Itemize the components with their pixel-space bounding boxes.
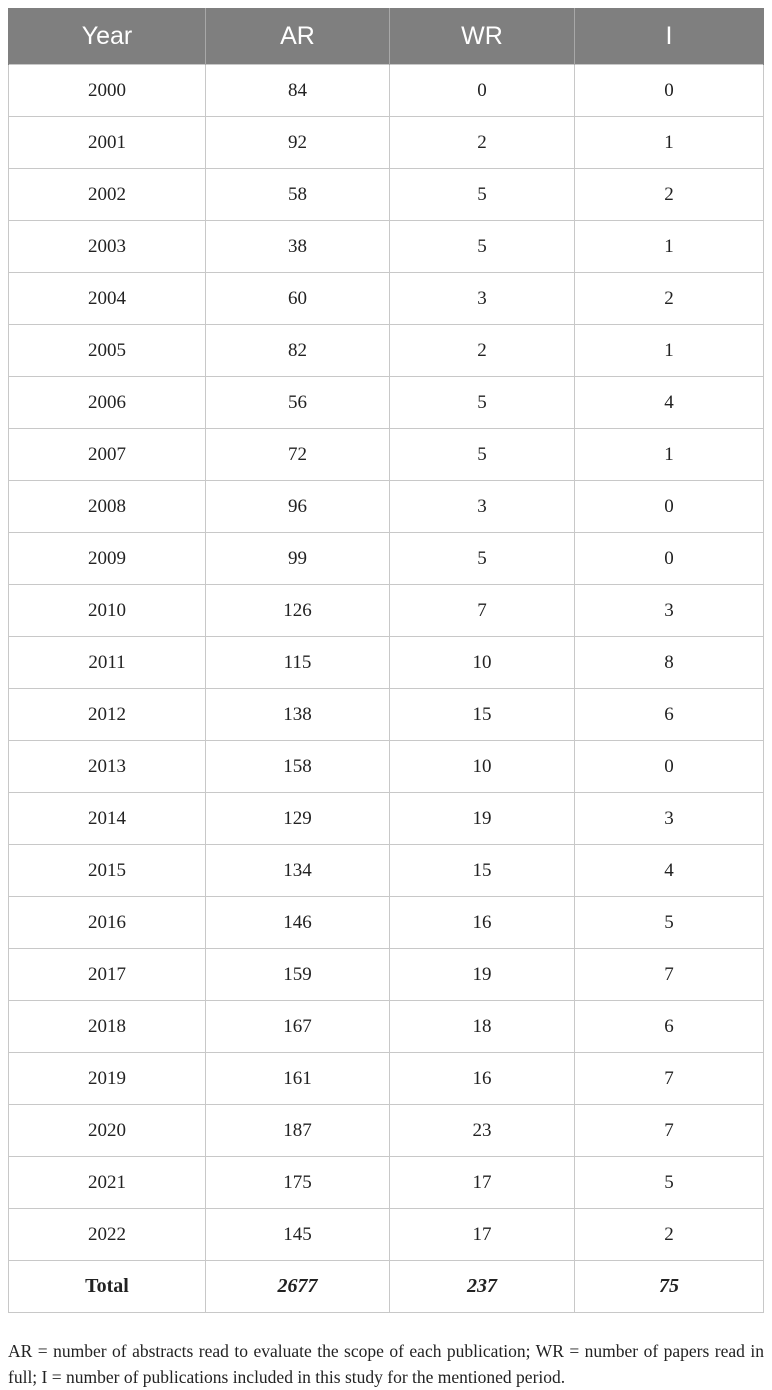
cell-i: 4 <box>575 377 764 429</box>
cell-year: 2018 <box>9 1001 206 1053</box>
table-row <box>9 741 764 793</box>
table-row <box>9 689 764 741</box>
cell-ar: 145 <box>206 1209 390 1261</box>
cell-ar: 84 <box>206 65 390 117</box>
cell-year: 2011 <box>9 637 206 689</box>
cell-ar: 38 <box>206 221 390 273</box>
cell-ar: 138 <box>206 689 390 741</box>
cell-wr: 10 <box>390 637 575 689</box>
table-row <box>9 1001 764 1053</box>
header-wr: WR <box>390 8 575 65</box>
total-row <box>9 1261 764 1313</box>
cell-year: 2015 <box>9 845 206 897</box>
cell-wr: 5 <box>390 169 575 221</box>
cell-wr: 2 <box>390 325 575 377</box>
cell-wr: 5 <box>390 533 575 585</box>
total-ar: 2677 <box>206 1261 390 1313</box>
table-row <box>9 1209 764 1261</box>
cell-year: 2008 <box>9 481 206 533</box>
cell-wr: 18 <box>390 1001 575 1053</box>
data-table-container <box>8 8 763 1313</box>
cell-i: 1 <box>575 117 764 169</box>
table-footnote: AR = number of abstracts read to evaluate the scope of each publication; WR = number of papers read in full; I = number of publications included in this study for the mentioned period. <box>8 1340 764 1387</box>
cell-wr: 5 <box>390 429 575 481</box>
cell-year: 2002 <box>9 169 206 221</box>
table-row <box>9 793 764 845</box>
table-row <box>9 585 764 637</box>
cell-year: 2004 <box>9 273 206 325</box>
cell-wr: 15 <box>390 845 575 897</box>
cell-i: 2 <box>575 1209 764 1261</box>
cell-wr: 0 <box>390 65 575 117</box>
table-row <box>9 481 764 533</box>
cell-ar: 167 <box>206 1001 390 1053</box>
cell-wr: 16 <box>390 897 575 949</box>
cell-year: 2009 <box>9 533 206 585</box>
cell-i: 5 <box>575 897 764 949</box>
cell-i: 0 <box>575 65 764 117</box>
table-row <box>9 221 764 273</box>
cell-wr: 19 <box>390 793 575 845</box>
table-body <box>9 65 764 1313</box>
cell-year: 2006 <box>9 377 206 429</box>
cell-wr: 15 <box>390 689 575 741</box>
cell-year: 2012 <box>9 689 206 741</box>
cell-ar: 159 <box>206 949 390 1001</box>
table-row <box>9 1157 764 1209</box>
cell-i: 6 <box>575 689 764 741</box>
cell-i: 1 <box>575 429 764 481</box>
cell-year: 2010 <box>9 585 206 637</box>
cell-i: 2 <box>575 169 764 221</box>
publications-table <box>8 8 764 1313</box>
cell-year: 2017 <box>9 949 206 1001</box>
cell-year: 2001 <box>9 117 206 169</box>
cell-i: 7 <box>575 1053 764 1105</box>
table-row <box>9 897 764 949</box>
cell-wr: 17 <box>390 1209 575 1261</box>
cell-i: 3 <box>575 585 764 637</box>
table-header <box>9 8 764 65</box>
header-row <box>9 8 764 65</box>
cell-ar: 96 <box>206 481 390 533</box>
cell-ar: 82 <box>206 325 390 377</box>
cell-i: 5 <box>575 1157 764 1209</box>
header-ar: AR <box>206 8 390 65</box>
table-row <box>9 429 764 481</box>
cell-wr: 2 <box>390 117 575 169</box>
cell-ar: 134 <box>206 845 390 897</box>
table-row <box>9 117 764 169</box>
cell-i: 7 <box>575 1105 764 1157</box>
cell-ar: 158 <box>206 741 390 793</box>
cell-year: 2005 <box>9 325 206 377</box>
cell-i: 2 <box>575 273 764 325</box>
cell-i: 1 <box>575 325 764 377</box>
cell-year: 2016 <box>9 897 206 949</box>
cell-wr: 16 <box>390 1053 575 1105</box>
table-row <box>9 273 764 325</box>
cell-i: 8 <box>575 637 764 689</box>
cell-wr: 23 <box>390 1105 575 1157</box>
table-row <box>9 845 764 897</box>
cell-ar: 187 <box>206 1105 390 1157</box>
table-row <box>9 169 764 221</box>
cell-ar: 161 <box>206 1053 390 1105</box>
total-wr: 237 <box>390 1261 575 1313</box>
header-i: I <box>575 8 764 65</box>
table-row <box>9 325 764 377</box>
cell-year: 2013 <box>9 741 206 793</box>
cell-year: 2007 <box>9 429 206 481</box>
cell-year: 2021 <box>9 1157 206 1209</box>
cell-year: 2022 <box>9 1209 206 1261</box>
cell-ar: 175 <box>206 1157 390 1209</box>
cell-ar: 56 <box>206 377 390 429</box>
cell-i: 1 <box>575 221 764 273</box>
cell-ar: 129 <box>206 793 390 845</box>
cell-ar: 58 <box>206 169 390 221</box>
cell-wr: 5 <box>390 221 575 273</box>
cell-ar: 92 <box>206 117 390 169</box>
cell-wr: 7 <box>390 585 575 637</box>
cell-i: 7 <box>575 949 764 1001</box>
cell-i: 3 <box>575 793 764 845</box>
cell-i: 0 <box>575 533 764 585</box>
cell-wr: 3 <box>390 481 575 533</box>
cell-year: 2000 <box>9 65 206 117</box>
total-i: 75 <box>575 1261 764 1313</box>
table-row <box>9 1053 764 1105</box>
cell-ar: 146 <box>206 897 390 949</box>
cell-wr: 10 <box>390 741 575 793</box>
table-row <box>9 65 764 117</box>
table-row <box>9 533 764 585</box>
table-row <box>9 637 764 689</box>
cell-wr: 17 <box>390 1157 575 1209</box>
cell-wr: 5 <box>390 377 575 429</box>
cell-i: 6 <box>575 1001 764 1053</box>
cell-wr: 19 <box>390 949 575 1001</box>
cell-ar: 72 <box>206 429 390 481</box>
cell-ar: 60 <box>206 273 390 325</box>
cell-year: 2014 <box>9 793 206 845</box>
cell-wr: 3 <box>390 273 575 325</box>
cell-ar: 126 <box>206 585 390 637</box>
total-label: Total <box>9 1261 206 1313</box>
table-row <box>9 949 764 1001</box>
cell-i: 0 <box>575 741 764 793</box>
cell-year: 2019 <box>9 1053 206 1105</box>
cell-i: 4 <box>575 845 764 897</box>
header-year: Year <box>9 8 206 65</box>
cell-ar: 115 <box>206 637 390 689</box>
cell-ar: 99 <box>206 533 390 585</box>
cell-i: 0 <box>575 481 764 533</box>
cell-year: 2003 <box>9 221 206 273</box>
table-row <box>9 1105 764 1157</box>
table-row <box>9 377 764 429</box>
cell-year: 2020 <box>9 1105 206 1157</box>
